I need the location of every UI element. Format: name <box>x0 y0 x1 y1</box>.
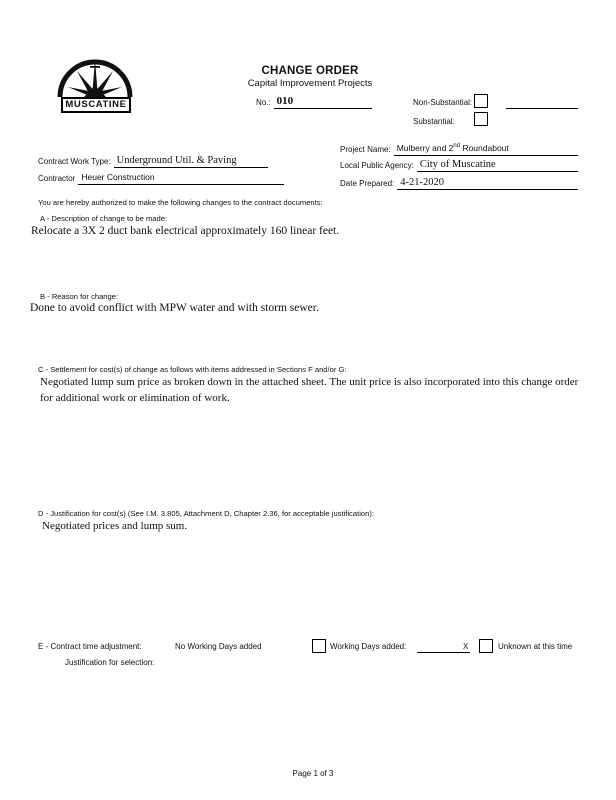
page-number: Page 1 of 3 <box>292 769 334 778</box>
contractor-label: Contractor <box>38 174 76 183</box>
project-name-label: Project Name: <box>340 144 391 154</box>
section-c-text: Negotiated lump sum price as broken down in the attached sheet. The unit price is also incorporated into this change order for additional work or elimination of work. <box>40 376 579 404</box>
justification-for-selection-label: Justification for selection: <box>65 658 155 667</box>
number-value: 010 <box>274 95 372 109</box>
local-public-agency-label: Local Public Agency: <box>340 161 414 170</box>
contract-work-type-label: Contract Work Type: <box>38 157 111 166</box>
section-a-text: Relocate a 3X 2 duct bank electrical approximately 160 linear feet. <box>31 225 340 237</box>
muscatine-logo <box>56 57 134 113</box>
project-name-value <box>394 140 578 156</box>
project-name-ordinal: nd <box>453 143 461 149</box>
muscatine-logo-text: MUSCATINE <box>61 97 131 113</box>
title-block <box>200 65 420 89</box>
unknown-at-this-time-label: Unknown at this time <box>498 642 573 651</box>
working-days-added-checkbox[interactable] <box>312 639 326 653</box>
doc-subtitle: Capital Improvement Projects <box>247 78 373 89</box>
authorization-text: You are hereby authorized to make the following changes to the contract documents: <box>38 198 323 207</box>
local-public-agency-value: City of Muscatine <box>417 158 578 172</box>
local-public-agency-row <box>340 158 578 172</box>
project-name-row <box>340 140 578 156</box>
non-substantial-checkbox[interactable] <box>474 94 488 108</box>
muscatine-sunburst-icon <box>56 57 134 97</box>
date-prepared-value: 4-21-2020 <box>397 176 578 190</box>
contractor-value: Heuer Construction <box>78 171 284 185</box>
section-b-label: B - Reason for change: <box>40 292 119 301</box>
change-order-number-row <box>256 95 372 109</box>
section-c-label: C - Settlement for cost(s) of change as follows with items addressed in Sections F and/or G: <box>38 365 347 374</box>
substantial-checkbox[interactable] <box>474 112 488 126</box>
section-a-label: A - Description of change to be made: <box>40 214 168 223</box>
section-d-label: D - Justification for cost(s) (See I.M. 3.805, Attachment D, Chapter 2.36, for acceptable justification): <box>38 509 374 518</box>
unknown-at-this-time-checkbox[interactable] <box>479 639 493 653</box>
section-d-text: Negotiated prices and lump sum. <box>42 520 188 532</box>
date-prepared-label: Date Prepared: <box>340 179 395 188</box>
section-b-text: Done to avoid conflict with MPW water and with storm sewer. <box>30 302 319 314</box>
no-working-days-label: No Working Days added <box>175 642 262 651</box>
line-x-mark: X <box>463 642 469 651</box>
non-substantial-label: Non-Substantial: <box>413 98 473 107</box>
date-prepared-row <box>340 176 578 190</box>
number-label: No.: <box>256 98 271 107</box>
section-e-label: E - Contract time adjustment: <box>38 642 142 651</box>
project-name-part1: Mulberry and 2 <box>396 142 454 153</box>
contract-work-type-value: Underground Util. & Paving <box>114 154 268 168</box>
contract-work-type-row <box>38 154 268 168</box>
working-days-added-label: Working Days added: <box>330 642 407 651</box>
contractor-row <box>38 171 284 185</box>
project-name-part2: Roundabout <box>460 142 509 153</box>
substantial-label: Substantial: <box>413 117 455 126</box>
doc-title: CHANGE ORDER <box>261 65 359 77</box>
non-substantial-blank-line <box>506 95 578 109</box>
